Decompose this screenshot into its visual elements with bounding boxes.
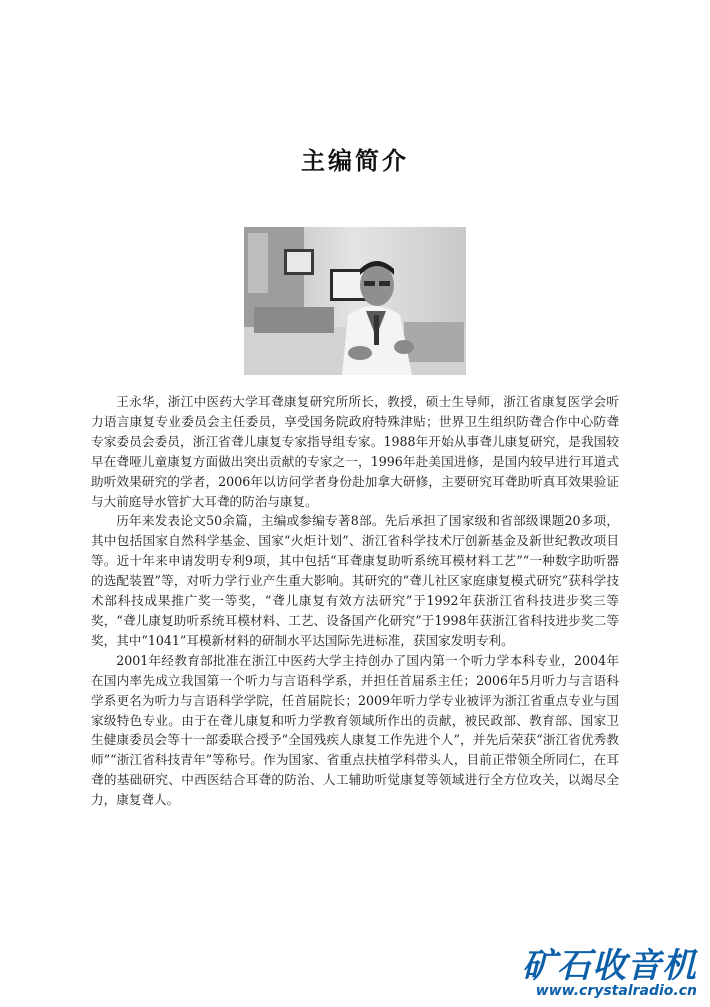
page-title: 主编简介 (301, 147, 409, 175)
watermark (522, 938, 705, 1004)
watermark-url: www.crystalradio.cn (535, 983, 697, 999)
biography-text (91, 392, 619, 810)
watermark-name: 矿石收音机 (522, 946, 697, 986)
paragraph: 2001年经教育部批准在浙江中医药大学主持创办了国内第一个听力学本科专业，2004年在国内率先成立我国第一个听力与言语科学系，并担任首届系主任；2006年5月听力与言语科学系更名为听力与言语科学学院，任首届院长；2009年听力学专业被评为浙江省重点专业与国家级特色专业。由于在聋儿康复和听力学教育领域所作出的贡献，被民政部、教育部、国家卫生健康委员会等十一部委联合授予“全国残疾人康复工作先进个人”，并先后荣获“浙江省优秀教师”“浙江省科技青年”等称号。作为国家、省重点扶植学科带头人，目前正带领全所同仁，在耳聋的基础研究、中西医结合耳聋的防治、人工辅助听觉康复等领域进行全方位攻关，以竭尽全力，康复聋人。 (91, 652, 619, 808)
paragraph: 王永华，浙江中医药大学耳聋康复研究所所长，教授，硕士生导师，浙江省康复医学会听力语言康复专业委员会主任委员，享受国务院政府特殊津贴；世界卫生组织防聋合作中心防聋专家委员会委员，浙江省聋儿康复专家指导组专家。1988年开始从事聋儿康复研究，是我国较早在聋哑儿童康复方面做出突出贡献的专家之一，1996年赴美国进修，是国内较早进行耳道式助听效果研究的学者，2006年以访问学者身份赴加拿大研修，主要研究耳聋助听真耳效果验证与大前庭导水管扩大耳聋的防治与康复。 (91, 394, 619, 509)
paragraph: 历年来发表论文50余篇，主编或参编专著8部。先后承担了国家级和省部级课题20多项，其中包括国家自然科学基金、国家“火炬计划”、浙江省科学技术厅创新基金及新世纪教改项目等。近十年来申请发明专利9项，其中包括“耳聋康复助听系统耳模材料工艺”“一种数字助听器的选配装置”等，对听力学行业产生重大影响。其研究的“聋儿社区家庭康复模式研究”获科学技术部科技成果推广奖一等奖，“聋儿康复有效方法研究”于1992年获浙江省科技进步奖三等奖，“聋儿康复助听系统耳模材料、工艺、设备国产化研究”于1998年获浙江省科技进步奖二等奖，其中“1041”耳模新材料的研制水平达国际先进标准，获国家发明专利。 (91, 513, 619, 648)
portrait-photo (244, 227, 466, 375)
portrait-illustration (244, 227, 466, 375)
